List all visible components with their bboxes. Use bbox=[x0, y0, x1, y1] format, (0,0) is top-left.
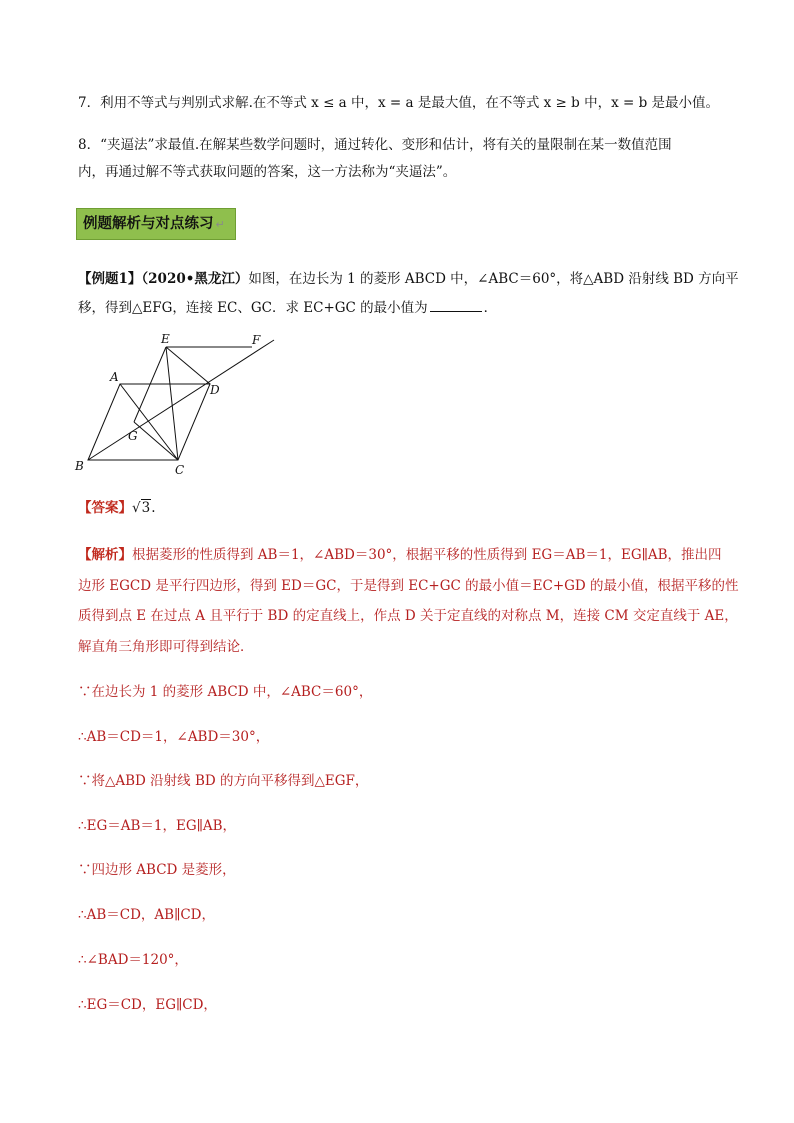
example-line2 bbox=[78, 299, 738, 317]
segment-gc bbox=[134, 422, 178, 460]
rhombus-figure bbox=[70, 332, 290, 480]
example-source: （2020•黑龙江） bbox=[141, 271, 249, 287]
return-mark-icon: ↵ bbox=[215, 218, 225, 231]
section-heading bbox=[76, 208, 236, 240]
item-7: 7．利用不等式与判别式求解.在不等式 x ≤ a 中，x = a 是最大值，在不等式 x ≥ b 中，x = b 是最小值。 bbox=[78, 95, 720, 111]
analysis-text-1: 根据菱形的性质得到 AB＝1，∠ABD＝30°，根据平移的性质得到 EG＝AB＝1，EG∥AB，推出四 bbox=[132, 547, 722, 563]
analysis-line1 bbox=[78, 546, 738, 564]
answer-label: 【答案】 bbox=[78, 500, 132, 516]
step-line: ∴AB＝CD＝1，∠ABD＝30°， bbox=[78, 729, 270, 745]
label-a: A bbox=[110, 370, 119, 384]
example-text-2-end: ． bbox=[483, 300, 498, 316]
step-line: ∵四边形 ABCD 是菱形， bbox=[78, 862, 236, 878]
step-line: ∴AB＝CD，AB∥CD， bbox=[78, 907, 215, 923]
radicand: 3 bbox=[141, 500, 151, 516]
label-d: D bbox=[210, 383, 220, 397]
label-f: F bbox=[252, 333, 261, 347]
item-8-line2: 内，再通过解不等式获取问题的答案，这一方法称为“夹逼法”。 bbox=[78, 164, 457, 180]
label-b: B bbox=[75, 459, 84, 473]
step-line: ∴EG＝AB＝1，EG∥AB， bbox=[78, 818, 237, 834]
analysis-line4: 解直角三角形即可得到结论． bbox=[78, 639, 254, 655]
example-text-1: 如图，在边长为 1 的菱形 ABCD 中，∠ABC＝60°，将△ABD 沿射线 BD 方向平 bbox=[248, 271, 739, 287]
answer-line bbox=[78, 499, 738, 517]
label-c: C bbox=[175, 463, 185, 477]
diagonal-ac bbox=[120, 384, 178, 460]
example-text-2: 移，得到△EFG，连接 EC、GC．求 EC+GC 的最小值为 bbox=[78, 300, 428, 316]
segment-de bbox=[166, 347, 210, 384]
step-line: ∴EG＝CD，EG∥CD， bbox=[78, 997, 217, 1013]
step-line: ∵在边长为 1 的菱形 ABCD 中，∠ABC＝60°， bbox=[78, 684, 373, 700]
answer-end: . bbox=[151, 500, 156, 516]
label-g: G bbox=[128, 429, 138, 443]
ray-bd bbox=[88, 340, 274, 460]
section-title: 例题解析与对点练习 bbox=[83, 216, 214, 232]
analysis-line2: 边形 EGCD 是平行四边形，得到 ED＝GC，于是得到 EC+GC 的最小值＝EC+GD 的最小值，根据平移的性 bbox=[78, 578, 739, 594]
example-line1 bbox=[78, 270, 738, 288]
step-line: ∵将△ABD 沿射线 BD 的方向平移得到△EGF， bbox=[78, 773, 369, 789]
sqrt-expression bbox=[132, 499, 151, 517]
analysis-label: 【解析】 bbox=[78, 547, 132, 563]
analysis-line3: 质得到点 E 在过点 A 且平行于 BD 的定直线上，作点 D 关于定直线的对称点 M，连接 CM 交定直线于 AE， bbox=[78, 608, 738, 624]
answer-blank bbox=[430, 299, 482, 312]
item-8-line1: 8．“夹逼法”求最值.在解某些数学问题时，通过转化、变形和估计，将有关的量限制在某一数值范围 bbox=[78, 137, 672, 153]
label-e: E bbox=[161, 332, 170, 346]
geometry-diagram bbox=[70, 332, 290, 480]
radical-sign: √ bbox=[132, 500, 141, 516]
example-label: 【例题1】 bbox=[78, 271, 142, 287]
step-line: ∴∠BAD＝120°， bbox=[78, 952, 188, 968]
